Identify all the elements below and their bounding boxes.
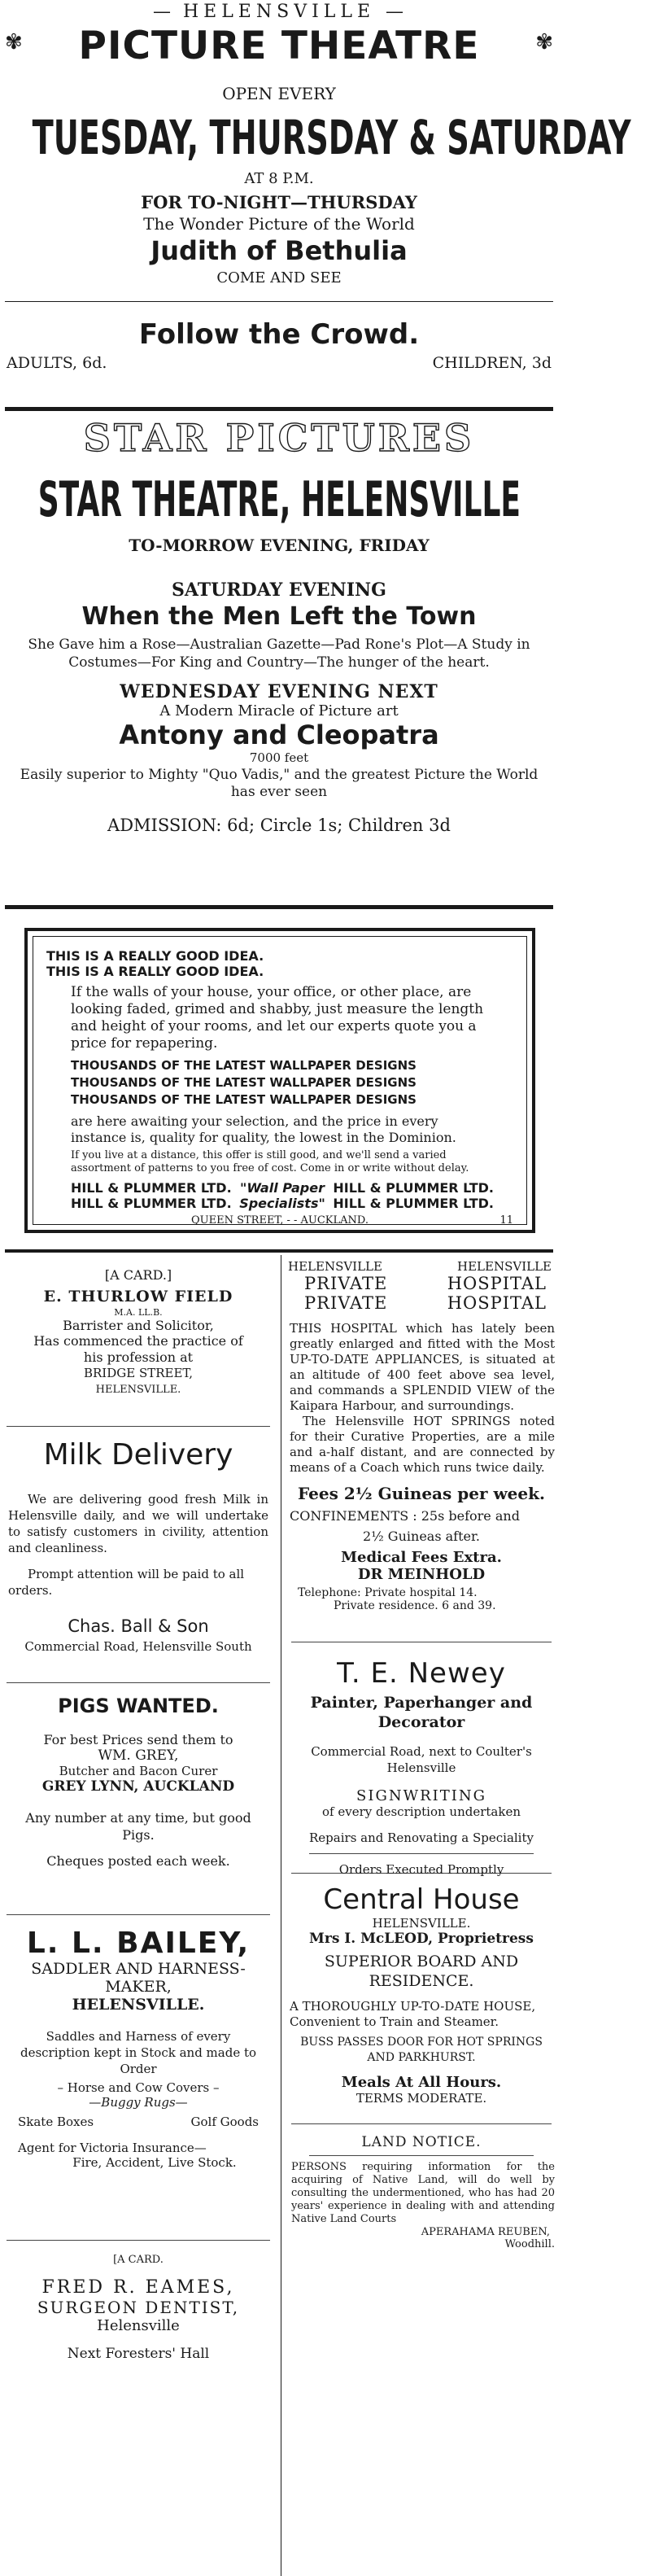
hospital-confinements: CONFINEMENTS : 25s before and [290,1508,520,1524]
film-title-men-left-town: When the Men Left the Town [81,602,477,631]
bailey-skate-boxes: Skate Boxes [18,2115,94,2129]
eames-next: Next Foresters' Hall [67,2346,210,2362]
star-theatre-ad [0,413,558,902]
bailey-stock: Saddles and Harness of every description kept in Stock and made to Order [20,2029,257,2076]
saturday-evening: SATURDAY EVENING [172,579,386,601]
land-notice-ad [285,2134,558,2329]
wednesday-evening: WEDNESDAY EVENING NEXT [120,681,438,702]
star-admission: ADMISSION: 6d; Circle 1s; Children 3d [107,816,451,835]
firm-name-4: HILL & PLUMMER LTD. [333,1196,494,1211]
land-title: LAND NOTICE. [361,2134,482,2150]
specialists-slogan: Specialists" [239,1196,325,1211]
bailey-golf-goods: Golf Goods [190,2115,259,2129]
show-time: AT 8 P.M. [244,170,314,187]
price-adults: ADULTS, 6d. [7,354,107,372]
bailey-town: HELENSVILLE. [72,1996,205,2014]
hospital-residence: Private residence. 6 and 39. [334,1599,496,1612]
thousands-line-2: THOUSANDS OF THE LATEST WALLPAPER DESIGNS [71,1075,417,1090]
private-1: PRIVATE [304,1274,388,1293]
pigs-any-number: Any number at any time, but good Pigs. [25,1810,251,1843]
hospital-telephone: Telephone: Private hospital 14. [298,1586,478,1599]
wallpaper-selection: are here awaiting your selection, and the price in every instance is, quality for quality, the lowest in the Dominion. [71,1113,456,1145]
bailey-trade-1: SADDLER AND HARNESS- [31,1960,246,1978]
right-column [285,1257,558,2329]
central-terms: TERMS MODERATE. [355,2091,487,2106]
bailey-horse-covers: – Horse and Cow Covers – [57,2080,220,2095]
bailey-trade-2: MAKER, [105,1978,172,1996]
newey-every: of every description undertaken [322,1804,521,1819]
pigs-trade: Butcher and Bacon Curer [59,1764,218,1778]
field-profession: Barrister and Solicitor, [63,1318,214,1333]
bailey-agent: Agent for Victoria Insurance— [18,2141,207,2155]
ornament-right-icon: ✾ [535,30,553,55]
star-pictures-banner: STAR PICTURES [83,416,475,460]
pigs-place: GREY LYNN, AUCKLAND [41,1778,235,1795]
star-theatre-title: STAR THEATRE, HELENSVILLE [37,471,521,528]
open-every: OPEN EVERY [222,84,336,103]
tomorrow-evening: TO-MORROW EVENING, FRIDAY [129,536,430,555]
newey-address: Commercial Road, next to Coulter's Helensville [311,1744,532,1775]
card-thurlow-field [0,1267,277,1426]
quo-vadis-comparison: Easily superior to Mighty "Quo Vadis," and the greatest Picture the World has ever seen [20,767,539,800]
wonder-picture: The Wonder Picture of the World [143,214,415,234]
hospital-1: HOSPITAL [447,1274,547,1293]
milk-para-2: Prompt attention will be paid to all orders. [8,1567,245,1598]
field-town: HELENSVILLE. [95,1384,181,1396]
a-card-label: [A CARD.] [104,1267,172,1283]
pigs-wanted-ad [0,1695,277,1914]
milk-title: Milk Delivery [43,1438,233,1472]
for-tonight: FOR TO-NIGHT—THURSDAY [141,192,417,212]
newey-signwriting: SIGNWRITING [356,1787,486,1804]
hospital-medical-fees: Medical Fees Extra. [341,1549,502,1566]
show-days: TUESDAY, THURSDAY & SATURDAY [32,110,631,165]
firm-name-2: HILL & PLUMMER LTD. [333,1180,494,1196]
theatre-title: PICTURE THEATRE [78,24,480,68]
theatre-header: HELENSVILLE [182,2,376,22]
wall-paper-slogan: "Wall Paper [240,1180,325,1196]
film-title-antony-cleopatra: Antony and Cleopatra [119,719,439,750]
thousands-line-1: THOUSANDS OF THE LATEST WALLPAPER DESIGNS [71,1058,417,1073]
come-and-see: COME AND SEE [216,269,342,286]
wallpaper-address: QUEEN STREET, - - AUCKLAND. [190,1214,369,1227]
hospital-fees: Fees 2½ Guineas per week. [298,1484,545,1503]
milk-delivery-ad [0,1438,277,1682]
eames-town: Helensville [97,2317,180,2334]
eames-title: SURGEON DENTIST, [37,2298,240,2317]
wallpaper-distance: If you live at a distance, this offer is still good, and we'll send a varied assortment of patterns to you free of cost. Come in or write without delay. [71,1149,469,1174]
newey-painter-ad [285,1657,558,1877]
central-board: SUPERIOR BOARD AND RESIDENCE. [324,1953,519,1990]
picture-theatre-ad: — HELENSVILLE — ✾ PICTURE THEATRE ✾ OPEN EVERY TUESDAY, THURSDAY & SATURDAY AT 8 P.M. FOR TO-NIGHT—THURSDAY The Wonder Picture of the World Judith of Bethulia COME AND SEE Follow the Crowd. ADULTS, 6d. CHILDREN, 3d [0,0,558,403]
firm-name-3: HILL & PLUMMER LTD. [71,1196,232,1211]
hospital-para-2: The Helensville HOT SPRINGS noted for their Curative Properties, are a mile and a-half distant, and are connected by means of a Coach which runs twice daily. [290,1414,555,1475]
milk-firm: Chas. Ball & Son [68,1616,209,1636]
pigs-cheques: Cheques posted each week. [46,1853,230,1869]
milk-para-1: We are delivering good fresh Milk in Helensville daily, and we will undertake to satisfy customers in civility, attention and cleanliness. [8,1492,268,1555]
field-degrees: M.A. LL.B. [114,1307,163,1318]
card-eames-dentist [0,2254,277,2392]
wallpaper-ad [24,928,535,1233]
eames-a-card: [A CARD. [113,2254,164,2266]
central-town: HELENSVILLE. [372,1916,471,1931]
land-place: Woodhill. [504,2238,555,2250]
milk-address: Commercial Road, Helensville South [24,1639,252,1654]
price-children: CHILDREN, 3d [432,354,552,372]
private-hospital-ad [285,1259,558,1642]
modern-miracle: A Modern Miracle of Picture art [159,702,399,719]
firm-name-1: HILL & PLUMMER LTD. [71,1180,232,1196]
thousands-line-3: THOUSANDS OF THE LATEST WALLPAPER DESIGNS [71,1092,417,1107]
newey-repairs: Repairs and Renovating a Speciality [309,1830,534,1845]
good-idea-line-1: THIS IS A REALLY GOOD IDEA. [46,948,264,964]
ornament-left-icon: ✾ [5,30,23,55]
central-buss: BUSS PASSES DOOR FOR HOT SPRINGS AND PARKHURST. [300,2036,543,2064]
newey-name: T. E. Newey [337,1657,506,1690]
pigs-buyer: WM. GREY, [98,1747,179,1764]
pigs-title: PIGS WANTED. [58,1695,219,1717]
central-title: Central House [323,1883,520,1916]
field-name: E. THURLOW FIELD [43,1288,233,1305]
newey-trade: Painter, Paperhanger and Decorator [310,1694,533,1731]
newey-orders: Orders Executed Promptly [338,1862,504,1877]
saturday-programme: She Gave him a Rose—Australian Gazette—Pad Rone's Plot—A Study in Costumes—For King and Country—The hunger of the heart. [28,636,530,671]
eames-name: FRED R. EAMES, [41,2277,235,2298]
bailey-name: L. L. BAILEY, [26,1927,251,1960]
hospital-2: HOSPITAL [447,1293,547,1313]
central-para: A THOROUGHLY UP-TO-DATE HOUSE, Convenient to Train and Steamer. [290,1999,536,2029]
film-title-judith: Judith of Bethulia [150,235,408,266]
bailey-saddler-ad [0,1927,277,2240]
field-text: Has commenced the practice of his profession at [33,1333,243,1365]
hospital-doctor: DR MEINHOLD [357,1566,486,1583]
film-length: 7000 feet [249,750,309,765]
hospital-after: 2½ Guineas after. [363,1529,480,1544]
field-street: BRIDGE STREET, [83,1366,193,1380]
central-house-ad [285,1883,558,2123]
left-column [0,1257,277,2392]
land-para: PERSONS requiring information for the acquiring of Native Land, will do well by consulting the undermentioned, who has had 20 years' experience in dealing with and attending Native Land Courts [291,2161,555,2225]
hospital-head-left: HELENSVILLE [288,1259,382,1274]
follow-the-crowd: Follow the Crowd. [138,318,420,351]
bailey-insurance-types: Fire, Accident, Live Stock. [72,2155,237,2170]
good-idea-line-2: THIS IS A REALLY GOOD IDEA. [46,964,264,979]
bailey-buggy-rugs: —Buggy Rugs— [89,2095,188,2110]
central-proprietress: Mrs I. McLEOD, Proprietress [309,1931,534,1947]
wallpaper-intro: If the walls of your house, your office, or other place, are looking faded, grimed and shabby, just measure the length and height of your rooms, and let our experts quote you a price for repapering. [71,984,484,1052]
land-name: APERAHAMA REUBEN, [421,2226,550,2238]
private-2: PRIVATE [304,1293,388,1313]
central-meals: Meals At All Hours. [341,2074,502,2091]
hospital-para-1: THIS HOSPITAL which has lately been greatly enlarged and fitted with the Most UP-TO-DATE APPLIANCES, is situated at an altitude of 400 feet above sea level, and commands a SPLENDID VIEW of the Kaipara Harbour, and surroundings. [290,1321,555,1413]
ad-number: 11 [499,1214,513,1227]
hospital-head-right: HELENSVILLE [457,1259,552,1274]
pigs-text: For best Prices send them to [43,1732,233,1747]
